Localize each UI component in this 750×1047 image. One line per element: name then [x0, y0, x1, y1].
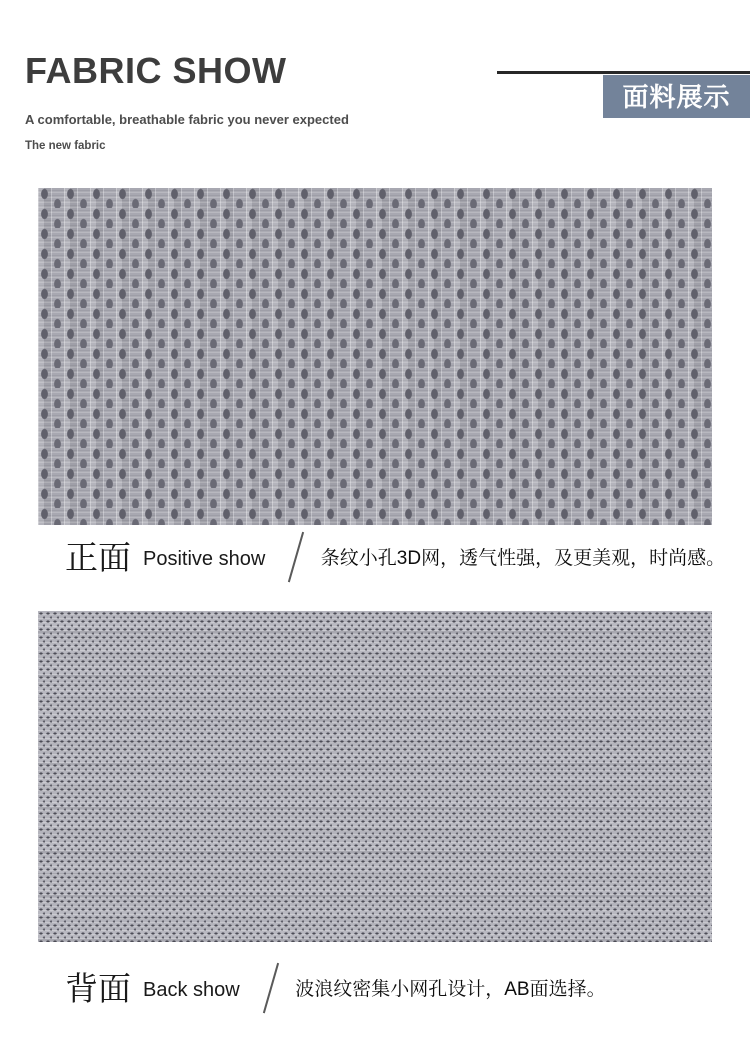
header-badge-label: 面料展示 — [622, 81, 731, 112]
back-label-zh: 背面 — [65, 969, 131, 1007]
front-label-zh: 正面 — [65, 538, 131, 576]
front-description: 条纹小孔3D网，透气性强，及更美观，时尚感。 — [320, 547, 726, 569]
header-tagline: The new fabric — [25, 140, 106, 152]
slash-divider — [288, 532, 304, 582]
back-description: 波浪纹密集小网孔设计，AB面选择。 — [295, 978, 606, 1000]
front-caption — [65, 529, 725, 585]
back-label-en: Back show — [143, 979, 240, 1001]
front-label-en: Positive show — [143, 548, 266, 570]
header-badge — [603, 75, 750, 118]
page-title: FABRIC SHOW — [25, 50, 287, 91]
slash-divider — [263, 963, 279, 1013]
back-fabric-image — [38, 611, 712, 942]
back-caption — [65, 960, 606, 1016]
front-fabric-image — [38, 188, 712, 525]
header-rule — [497, 71, 750, 74]
header-subtitle: A comfortable, breathable fabric you never expected — [25, 112, 349, 127]
